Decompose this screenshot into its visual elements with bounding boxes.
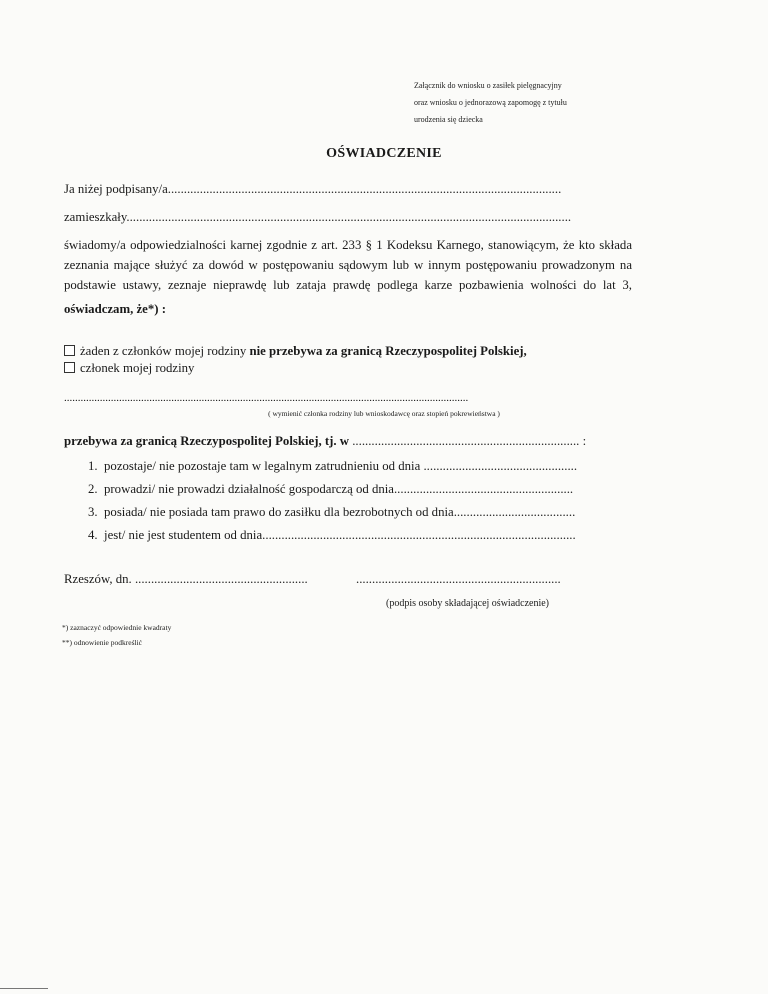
item-number: 3. bbox=[88, 505, 98, 519]
footnote-2: **) odnowienie podkreślić bbox=[62, 638, 142, 647]
page-edge-mark bbox=[0, 988, 48, 989]
abroad-bold: przebywa za granicą Rzeczypospolitej Polskiej, tj. w bbox=[64, 434, 350, 448]
attachment-line-1: Załącznik do wniosku o zasiłek pielęgnacyjny bbox=[414, 81, 562, 90]
address-field[interactable]: zamieszkały........................................................................................................................................... bbox=[64, 210, 572, 224]
member-note: ( wymienić członka rodziny lub wnioskodawcę oraz stopień pokrewieństwa ) bbox=[268, 409, 500, 418]
signature-label: (podpis osoby składającej oświadczenie) bbox=[386, 598, 550, 609]
item-text[interactable]: prowadzi/ nie prowadzi działalność gospodarczą od dnia........................................................ bbox=[104, 482, 574, 496]
option2-label: członek mojej rodziny bbox=[80, 361, 195, 375]
footnote-1: *) zaznaczyć odpowiednie kwadraty bbox=[62, 623, 172, 632]
attachment-line-3: urodzenia się dziecka bbox=[414, 115, 483, 124]
list-item bbox=[88, 505, 575, 520]
signature-field[interactable]: ................................................................ bbox=[356, 572, 561, 586]
declare-text: oświadczam, że*) : bbox=[64, 302, 166, 316]
option1-prefix: żaden z członków mojej rodziny bbox=[80, 344, 250, 358]
abroad-country-field[interactable]: ....................................................................... : bbox=[349, 434, 587, 448]
name-field[interactable]: Ja niżej podpisany/a........................................................................................................................... bbox=[64, 182, 562, 196]
checkbox-member[interactable] bbox=[64, 362, 75, 373]
list-item bbox=[88, 459, 577, 474]
checkbox-no-member-abroad[interactable] bbox=[64, 345, 75, 356]
item-text[interactable]: jest/ nie jest studentem od dnia.................................................................................................. bbox=[104, 528, 576, 542]
attachment-note bbox=[414, 77, 567, 128]
abroad-line bbox=[64, 434, 586, 449]
item-number: 1. bbox=[88, 459, 98, 473]
option-no-member-abroad bbox=[64, 344, 527, 359]
document-title: OŚWIADCZENIE bbox=[326, 146, 442, 161]
item-number: 4. bbox=[88, 528, 98, 542]
item-number: 2. bbox=[88, 482, 98, 496]
statement-line-2: zeznania mające służyć za dowód w postępowaniu sądowym lub w innym postępowaniu prowadzonym na bbox=[64, 258, 632, 272]
option-member bbox=[64, 361, 194, 376]
place-date-field[interactable]: Rzeszów, dn. ...................................................... bbox=[64, 572, 308, 586]
list-item bbox=[88, 528, 576, 543]
statement-line-1: świadomy/a odpowiedzialności karnej zgodnie z art. 233 § 1 Kodeksu Karnego, stanowiącym, że kto składa bbox=[64, 238, 632, 252]
item-text[interactable]: pozostaje/ nie pozostaje tam w legalnym zatrudnieniu od dnia ................................................ bbox=[104, 459, 578, 473]
attachment-line-2: oraz wniosku o jednorazową zapomogę z tytułu bbox=[414, 98, 567, 107]
item-text[interactable]: posiada/ nie posiada tam prawo do zasiłku dla bezrobotnych od dnia...................................... bbox=[104, 505, 576, 519]
member-field[interactable]: ................................................................................................................................................... bbox=[64, 392, 469, 404]
list-item bbox=[88, 482, 573, 497]
statement-line-3: podstawie ustawy, zeznaje nieprawdę lub zataja prawdę podlega karze pozbawienia wolności do lat 3, bbox=[64, 278, 632, 292]
option1-bold: nie przebywa za granicą Rzeczypospolitej Polskiej, bbox=[249, 344, 527, 358]
